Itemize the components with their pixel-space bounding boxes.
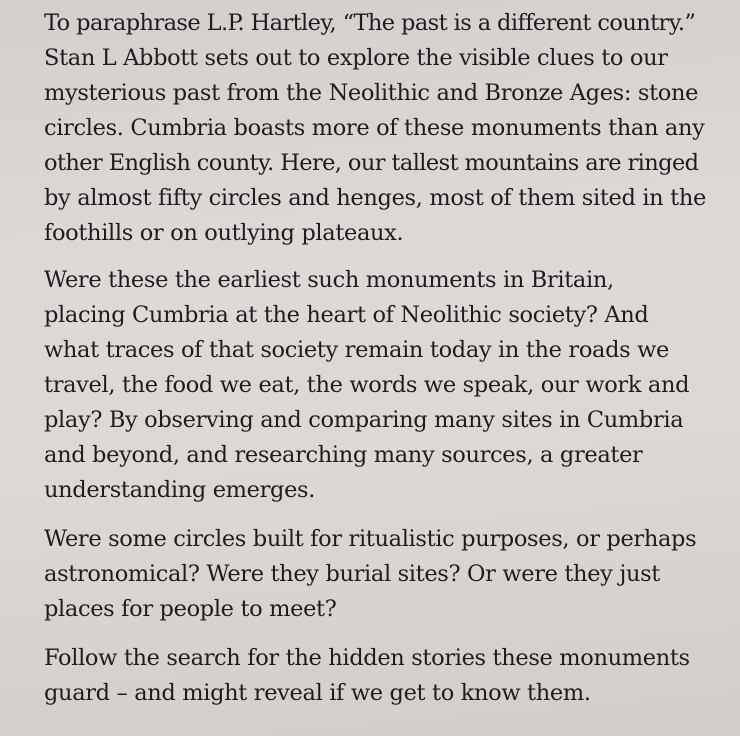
- text-line: astronomical? Were they burial sites? Or were they just: [44, 561, 660, 587]
- text-line: placing Cumbria at the heart of Neolithic society? And: [44, 302, 649, 328]
- paragraph-closing: [44, 641, 734, 711]
- text-line: by almost fifty circles and henges, most of them sited in the: [44, 185, 706, 211]
- text-line: understanding emerges.: [44, 477, 316, 503]
- paragraph-intro: [44, 6, 734, 251]
- text-line: play? By observing and comparing many sites in Cumbria: [44, 407, 684, 433]
- text-line: Were these the earliest such monuments in Britain,: [44, 267, 614, 293]
- text-line: what traces of that society remain today in the roads we: [44, 337, 670, 363]
- paragraph-questions: [44, 263, 734, 508]
- text-line: travel, the food we eat, the words we speak, our work and: [44, 372, 690, 398]
- text-line: To paraphrase L.P. Hartley, “The past is a different country.”: [44, 10, 696, 36]
- text-line: circles. Cumbria boasts more of these monuments than any: [44, 115, 705, 141]
- text-line: mysterious past from the Neolithic and Bronze Ages: stone: [44, 80, 699, 106]
- text-line: Stan L Abbott sets out to explore the visible clues to our: [44, 45, 668, 71]
- text-line: Follow the search for the hidden stories these monuments: [44, 645, 690, 671]
- text-line: places for people to meet?: [44, 596, 337, 622]
- text-line: other English county. Here, our tallest mountains are ringed: [44, 150, 699, 176]
- text-line: foothills or on outlying plateaux.: [44, 220, 404, 246]
- text-line: and beyond, and researching many sources, a greater: [44, 442, 643, 468]
- paragraph-purposes: [44, 522, 734, 627]
- text-line: guard – and might reveal if we get to know them.: [44, 680, 591, 706]
- book-blurb: [44, 6, 734, 711]
- text-line: Were some circles built for ritualistic purposes, or perhaps: [44, 526, 697, 552]
